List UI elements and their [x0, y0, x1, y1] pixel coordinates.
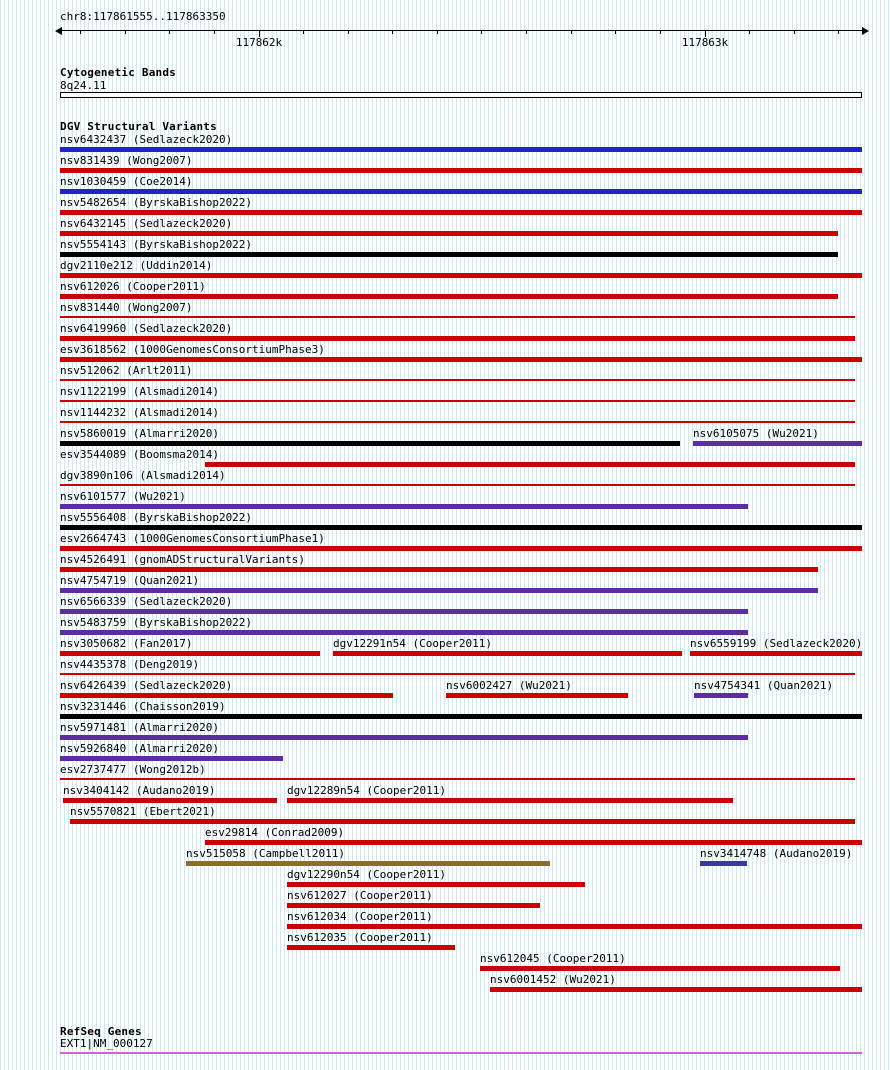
variant-row — [0, 281, 890, 302]
variant-label[interactable]: dgv12291n54 (Cooper2011) — [333, 637, 492, 650]
variant-label[interactable]: nsv5482654 (ByrskaBishop2022) — [60, 196, 253, 209]
variant-label[interactable]: esv2664743 (1000GenomesConsortiumPhase1) — [60, 532, 325, 545]
variant-label[interactable]: nsv5483759 (ByrskaBishop2022) — [60, 616, 253, 629]
variant-label[interactable]: esv3544089 (Boomsma2014) — [60, 448, 219, 461]
variant-row — [0, 323, 890, 344]
variant-label[interactable]: nsv4435378 (Deng2019) — [60, 658, 200, 671]
variant-label[interactable]: nsv3414748 (Audano2019) — [700, 847, 853, 860]
cytoband-box[interactable] — [60, 92, 862, 98]
variant-bar[interactable] — [690, 651, 862, 656]
variant-label[interactable]: nsv612034 (Cooper2011) — [287, 910, 433, 923]
variant-row — [0, 302, 890, 323]
variant-row — [0, 974, 890, 995]
ruler-line[interactable] — [61, 30, 862, 31]
variant-bar[interactable] — [60, 379, 855, 381]
variant-label[interactable]: nsv5554143 (ByrskaBishop2022) — [60, 238, 253, 251]
variant-label[interactable]: esv2737477 (Wong2012b) — [60, 763, 206, 776]
variant-row — [0, 344, 890, 365]
variant-label[interactable]: nsv3050682 (Fan2017) — [60, 637, 193, 650]
ruler-minor-tick — [392, 31, 393, 34]
variant-bar[interactable] — [700, 861, 747, 866]
variant-bar[interactable] — [60, 210, 862, 215]
variant-bar[interactable] — [60, 400, 855, 402]
ruler-minor-tick — [303, 31, 304, 34]
variant-row — [0, 953, 890, 974]
variant-row — [0, 932, 890, 953]
variant-bar[interactable] — [63, 798, 277, 803]
variant-bar[interactable] — [446, 693, 628, 698]
variant-row — [0, 239, 890, 260]
refseq-gene-label[interactable]: EXT1|NM_000127 — [60, 1037, 153, 1050]
ruler-tick-label: 117862k — [235, 36, 283, 49]
variant-label[interactable]: dgv2110e212 (Uddin2014) — [60, 259, 213, 272]
variant-row — [0, 764, 890, 785]
variant-bar[interactable] — [60, 147, 862, 152]
variant-bar[interactable] — [60, 714, 862, 719]
variant-label[interactable]: nsv612035 (Cooper2011) — [287, 931, 433, 944]
variant-label[interactable]: nsv6002427 (Wu2021) — [446, 679, 572, 692]
variant-bar[interactable] — [287, 798, 733, 803]
refseq-gene-glyph[interactable] — [60, 1052, 862, 1054]
ruler-minor-tick — [838, 31, 839, 34]
ruler-minor-tick — [660, 31, 661, 34]
ruler-minor-tick — [125, 31, 126, 34]
variant-label[interactable]: nsv6432145 (Sedlazeck2020) — [60, 217, 233, 230]
variant-row — [0, 911, 890, 932]
variant-row — [0, 575, 890, 596]
variant-bar[interactable] — [60, 673, 855, 675]
variant-bar[interactable] — [60, 316, 855, 318]
cytogenetic-bands-header: Cytogenetic Bands — [60, 66, 176, 79]
ruler-minor-tick — [80, 31, 81, 34]
variant-bar[interactable] — [60, 609, 748, 614]
variant-label[interactable]: dgv12289n54 (Cooper2011) — [287, 784, 446, 797]
ruler-minor-tick — [749, 31, 750, 34]
variant-row — [0, 827, 890, 848]
variant-row — [0, 701, 890, 722]
variant-row — [0, 386, 890, 407]
variant-row — [0, 659, 890, 680]
variant-label[interactable]: nsv831439 (Wong2007) — [60, 154, 193, 167]
variant-bar[interactable] — [60, 357, 862, 362]
variant-label[interactable]: nsv5926840 (Almarri2020) — [60, 742, 219, 755]
variant-label[interactable]: nsv6566339 (Sedlazeck2020) — [60, 595, 233, 608]
variant-bar[interactable] — [60, 273, 862, 278]
ruler-minor-tick — [214, 31, 215, 34]
ruler-minor-tick — [437, 31, 438, 34]
region-label: chr8:117861555..117863350 — [60, 10, 226, 23]
variant-label[interactable]: nsv6426439 (Sedlazeck2020) — [60, 679, 233, 692]
variant-label[interactable]: nsv4754341 (Quan2021) — [694, 679, 834, 692]
variant-label[interactable]: nsv5556408 (ByrskaBishop2022) — [60, 511, 253, 524]
ruler-minor-tick — [481, 31, 482, 34]
variant-row — [0, 134, 890, 155]
variant-bar[interactable] — [60, 294, 838, 299]
ruler-right-arrow-icon[interactable] — [862, 27, 869, 35]
variant-row — [0, 197, 890, 218]
ruler-minor-tick — [571, 31, 572, 34]
variant-bar[interactable] — [693, 441, 862, 446]
variant-bar[interactable] — [186, 861, 550, 866]
variant-row — [0, 365, 890, 386]
variant-row — [0, 491, 890, 512]
variant-label[interactable]: nsv6432437 (Sedlazeck2020) — [60, 133, 233, 146]
variant-row — [0, 260, 890, 281]
variant-row — [0, 428, 890, 449]
refseq-genes-header: RefSeq Genes — [60, 1025, 142, 1038]
variant-bar[interactable] — [60, 421, 855, 423]
variant-row — [0, 848, 890, 869]
variant-row — [0, 449, 890, 470]
variant-label[interactable]: dgv3890n106 (Alsmadi2014) — [60, 469, 226, 482]
dgv-structural-variants-header: DGV Structural Variants — [60, 120, 217, 133]
variant-label[interactable]: nsv1030459 (Coe2014) — [60, 175, 193, 188]
variant-label[interactable]: nsv6101577 (Wu2021) — [60, 490, 186, 503]
variant-bar[interactable] — [287, 882, 585, 887]
variant-label[interactable]: nsv5860019 (Almarri2020) — [60, 427, 219, 440]
variant-bar[interactable] — [60, 546, 862, 551]
variant-row — [0, 869, 890, 890]
variant-label[interactable]: nsv4754719 (Quan2021) — [60, 574, 200, 587]
variant-bar[interactable] — [60, 525, 862, 530]
variant-label[interactable]: nsv612026 (Cooper2011) — [60, 280, 206, 293]
variant-bar[interactable] — [60, 756, 283, 761]
variant-bar[interactable] — [60, 504, 748, 509]
variant-row — [0, 470, 890, 491]
variant-row — [0, 680, 890, 701]
ruler-tick-label: 117863k — [681, 36, 729, 49]
variant-label[interactable]: nsv6001452 (Wu2021) — [490, 973, 616, 986]
variant-bar[interactable] — [287, 945, 455, 950]
variant-bar[interactable] — [60, 630, 748, 635]
variant-row — [0, 176, 890, 197]
variant-row — [0, 638, 890, 659]
variant-bar[interactable] — [333, 651, 682, 656]
ruler-minor-tick — [526, 31, 527, 34]
variant-label[interactable]: nsv3231446 (Chaisson2019) — [60, 700, 226, 713]
variant-row — [0, 890, 890, 911]
variant-bar[interactable] — [60, 651, 320, 656]
variant-label[interactable]: nsv515058 (Campbell2011) — [186, 847, 345, 860]
variant-label[interactable]: nsv6105075 (Wu2021) — [693, 427, 819, 440]
variant-label[interactable]: nsv5971481 (Almarri2020) — [60, 721, 219, 734]
variant-row — [0, 806, 890, 827]
variant-label[interactable]: nsv512062 (Arlt2011) — [60, 364, 193, 377]
variant-bar[interactable] — [60, 252, 838, 257]
variant-label[interactable]: nsv831440 (Wong2007) — [60, 301, 193, 314]
variant-label[interactable]: nsv3404142 (Audano2019) — [63, 784, 216, 797]
ruler-minor-tick — [348, 31, 349, 34]
variant-label[interactable]: esv3618562 (1000GenomesConsortiumPhase3) — [60, 343, 325, 356]
variant-label[interactable]: nsv612045 (Cooper2011) — [480, 952, 626, 965]
variant-row — [0, 218, 890, 239]
variant-bar[interactable] — [60, 231, 838, 236]
variant-label[interactable]: nsv5570821 (Ebert2021) — [70, 805, 216, 818]
variant-row — [0, 533, 890, 554]
variant-label[interactable]: nsv1144232 (Alsmadi2014) — [60, 406, 219, 419]
variant-bar[interactable] — [490, 987, 862, 992]
variant-row — [0, 554, 890, 575]
variant-label[interactable]: dgv12290n54 (Cooper2011) — [287, 868, 446, 881]
variant-bar[interactable] — [287, 924, 862, 929]
variant-label[interactable]: nsv4526491 (gnomADStructuralVariants) — [60, 553, 306, 566]
ruler-left-arrow-icon[interactable] — [55, 27, 62, 35]
variant-row — [0, 722, 890, 743]
variant-row — [0, 512, 890, 533]
variant-bar[interactable] — [60, 441, 680, 446]
variant-label[interactable]: nsv1122199 (Alsmadi2014) — [60, 385, 219, 398]
variant-bar[interactable] — [60, 693, 393, 698]
variant-bar[interactable] — [287, 903, 540, 908]
variant-bar[interactable] — [205, 462, 855, 467]
variant-row — [0, 596, 890, 617]
variant-bar[interactable] — [60, 336, 855, 341]
variant-row — [0, 785, 890, 806]
variant-bar[interactable] — [205, 840, 862, 845]
ruler-minor-tick — [169, 31, 170, 34]
variant-bar[interactable] — [694, 693, 748, 698]
variant-bar[interactable] — [70, 819, 855, 824]
variant-bar[interactable] — [60, 567, 818, 572]
variant-bar[interactable] — [60, 778, 855, 780]
variant-label[interactable]: nsv6559199 (Sedlazeck2020) — [690, 637, 863, 650]
variant-bar[interactable] — [60, 484, 855, 486]
variant-bar[interactable] — [60, 588, 818, 593]
variant-bar[interactable] — [480, 966, 840, 971]
cytoband-label: 8q24.11 — [60, 79, 107, 92]
variant-bar[interactable] — [60, 735, 748, 740]
variant-row — [0, 743, 890, 764]
ruler-minor-tick — [794, 31, 795, 34]
variant-row — [0, 617, 890, 638]
variant-bar[interactable] — [60, 189, 862, 194]
variant-row — [0, 407, 890, 428]
variant-label[interactable]: esv29814 (Conrad2009) — [205, 826, 345, 839]
variant-label[interactable]: nsv6419960 (Sedlazeck2020) — [60, 322, 233, 335]
variant-label[interactable]: nsv612027 (Cooper2011) — [287, 889, 433, 902]
variant-bar[interactable] — [60, 168, 862, 173]
variant-row — [0, 155, 890, 176]
ruler-minor-tick — [615, 31, 616, 34]
